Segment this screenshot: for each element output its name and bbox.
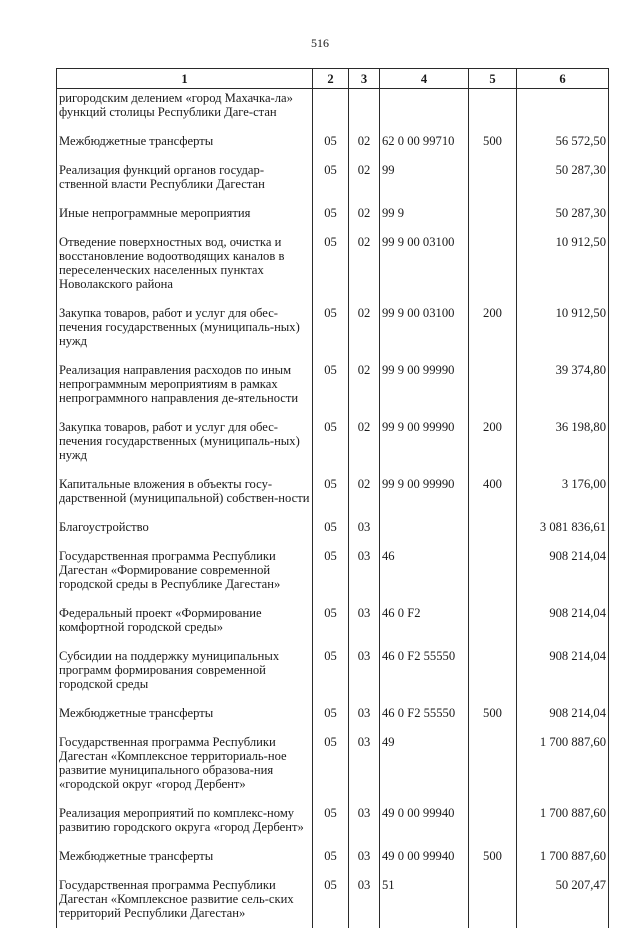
cell-name: Государственная программа Республики Дагестан «Формирование современной городской среды в Республике Дагестан» [57, 547, 313, 604]
table-row [57, 876, 609, 928]
cell-section: 05 [313, 876, 349, 928]
table-row [57, 704, 609, 733]
cell-subsection: 03 [349, 518, 380, 547]
cell-section: 05 [313, 604, 349, 647]
cell-section: 05 [313, 475, 349, 518]
cell-amount [517, 89, 609, 133]
cell-subsection: 02 [349, 233, 380, 304]
cell-amount: 39 374,80 [517, 361, 609, 418]
budget-table [56, 68, 609, 928]
cell-subsection: 03 [349, 804, 380, 847]
cell-name: Субсидии на поддержку муниципальных программ формирования современной городской среды [57, 647, 313, 704]
table-body [57, 89, 609, 928]
cell-target-article: 46 [380, 547, 469, 604]
cell-name: Благоустройство [57, 518, 313, 547]
cell-amount: 1 700 887,60 [517, 847, 609, 876]
cell-amount: 3 176,00 [517, 475, 609, 518]
cell-target-article [380, 89, 469, 133]
cell-expense-type: 500 [469, 704, 517, 733]
cell-subsection: 03 [349, 733, 380, 804]
cell-section: 05 [313, 847, 349, 876]
cell-expense-type: 400 [469, 475, 517, 518]
cell-subsection: 03 [349, 647, 380, 704]
table-row [57, 304, 609, 361]
cell-amount: 50 207,47 [517, 876, 609, 928]
cell-expense-type [469, 647, 517, 704]
cell-subsection: 03 [349, 876, 380, 928]
cell-section: 05 [313, 647, 349, 704]
cell-target-article: 62 0 00 99710 [380, 132, 469, 161]
cell-name: Закупка товаров, работ и услуг для обес-печения государственных (муниципаль-ных) нужд [57, 304, 313, 361]
cell-expense-type: 500 [469, 132, 517, 161]
table-row [57, 204, 609, 233]
cell-target-article: 99 9 00 03100 [380, 233, 469, 304]
cell-section: 05 [313, 204, 349, 233]
table-row [57, 89, 609, 133]
cell-expense-type [469, 89, 517, 133]
cell-expense-type [469, 733, 517, 804]
cell-subsection: 02 [349, 361, 380, 418]
cell-target-article: 49 [380, 733, 469, 804]
cell-subsection: 02 [349, 304, 380, 361]
cell-target-article: 99 [380, 161, 469, 204]
cell-name: Федеральный проект «Формирование комфортной городской среды» [57, 604, 313, 647]
page-number: 516 [0, 36, 640, 51]
table-row [57, 647, 609, 704]
table-row [57, 518, 609, 547]
cell-name: Реализация мероприятий по комплекс-ному развитию городского округа «город Дербент» [57, 804, 313, 847]
cell-name: ригородским делением «город Махачка-ла» функций столицы Республики Даге-стан [57, 89, 313, 133]
cell-name: Реализация функций органов государ-ственной власти Республики Дагестан [57, 161, 313, 204]
cell-expense-type [469, 518, 517, 547]
column-header-subsection: 3 [349, 69, 380, 89]
cell-target-article: 99 9 00 03100 [380, 304, 469, 361]
cell-subsection: 03 [349, 704, 380, 733]
cell-subsection: 03 [349, 847, 380, 876]
cell-target-article: 99 9 00 99990 [380, 361, 469, 418]
cell-section: 05 [313, 804, 349, 847]
table-row [57, 847, 609, 876]
cell-target-article: 99 9 00 99990 [380, 418, 469, 475]
cell-expense-type [469, 804, 517, 847]
cell-target-article: 49 0 00 99940 [380, 847, 469, 876]
cell-amount: 3 081 836,61 [517, 518, 609, 547]
cell-section: 05 [313, 361, 349, 418]
table-row [57, 161, 609, 204]
cell-expense-type [469, 204, 517, 233]
cell-name: Межбюджетные трансферты [57, 704, 313, 733]
cell-section: 05 [313, 132, 349, 161]
cell-amount: 56 572,50 [517, 132, 609, 161]
cell-target-article: 46 0 F2 55550 [380, 647, 469, 704]
cell-name: Межбюджетные трансферты [57, 132, 313, 161]
cell-subsection: 03 [349, 604, 380, 647]
cell-subsection: 02 [349, 204, 380, 233]
cell-name: Капитальные вложения в объекты госу-дарственной (муниципальной) собствен-ности [57, 475, 313, 518]
cell-expense-type [469, 361, 517, 418]
cell-amount: 1 700 887,60 [517, 733, 609, 804]
cell-amount: 36 198,80 [517, 418, 609, 475]
cell-name: Иные непрограммные мероприятия [57, 204, 313, 233]
cell-section: 05 [313, 704, 349, 733]
cell-target-article: 99 9 [380, 204, 469, 233]
cell-section: 05 [313, 418, 349, 475]
cell-name: Реализация направления расходов по иным непрограммным мероприятиям в рамках непрограммного направления де-ятельности [57, 361, 313, 418]
cell-name: Межбюджетные трансферты [57, 847, 313, 876]
cell-target-article: 99 9 00 99990 [380, 475, 469, 518]
cell-expense-type [469, 604, 517, 647]
cell-target-article: 51 [380, 876, 469, 928]
cell-amount: 908 214,04 [517, 704, 609, 733]
table-row [57, 547, 609, 604]
cell-subsection: 02 [349, 418, 380, 475]
column-header-section: 2 [313, 69, 349, 89]
cell-target-article: 46 0 F2 55550 [380, 704, 469, 733]
table-row [57, 418, 609, 475]
cell-amount: 908 214,04 [517, 647, 609, 704]
cell-amount: 10 912,50 [517, 233, 609, 304]
cell-expense-type: 500 [469, 847, 517, 876]
cell-target-article: 49 0 00 99940 [380, 804, 469, 847]
cell-expense-type [469, 233, 517, 304]
table-header [57, 69, 609, 89]
column-header-expense-type: 5 [469, 69, 517, 89]
cell-amount: 50 287,30 [517, 161, 609, 204]
cell-amount: 1 700 887,60 [517, 804, 609, 847]
cell-subsection: 03 [349, 547, 380, 604]
cell-subsection: 02 [349, 161, 380, 204]
cell-section: 05 [313, 304, 349, 361]
cell-subsection: 02 [349, 132, 380, 161]
column-header-target-article: 4 [380, 69, 469, 89]
table-row [57, 604, 609, 647]
cell-expense-type [469, 547, 517, 604]
cell-amount: 50 287,30 [517, 204, 609, 233]
cell-section: 05 [313, 733, 349, 804]
cell-amount: 10 912,50 [517, 304, 609, 361]
table-row [57, 475, 609, 518]
table-row [57, 733, 609, 804]
table-row [57, 132, 609, 161]
cell-name: Закупка товаров, работ и услуг для обес-печения государственных (муниципаль-ных) нужд [57, 418, 313, 475]
table-row [57, 804, 609, 847]
cell-subsection [349, 89, 380, 133]
cell-expense-type: 200 [469, 418, 517, 475]
cell-section: 05 [313, 547, 349, 604]
header-row [57, 69, 609, 89]
cell-amount: 908 214,04 [517, 604, 609, 647]
cell-amount: 908 214,04 [517, 547, 609, 604]
cell-section [313, 89, 349, 133]
table-row [57, 361, 609, 418]
column-header-amount: 6 [517, 69, 609, 89]
cell-section: 05 [313, 233, 349, 304]
cell-subsection: 02 [349, 475, 380, 518]
cell-name: Отведение поверхностных вод, очистка и восстановление водоотводящих каналов в переселенческих населенных пунктах Новолакского района [57, 233, 313, 304]
cell-name: Государственная программа Республики Дагестан «Комплексное развитие сель-ских территорий Республики Дагестан» [57, 876, 313, 928]
column-header-name: 1 [57, 69, 313, 89]
cell-expense-type [469, 161, 517, 204]
cell-target-article: 46 0 F2 [380, 604, 469, 647]
cell-expense-type: 200 [469, 304, 517, 361]
cell-expense-type [469, 876, 517, 928]
cell-name: Государственная программа Республики Дагестан «Комплексное территориаль-ное развитие муниципального образова-ния «городской округ «город Дербент» [57, 733, 313, 804]
cell-target-article [380, 518, 469, 547]
cell-section: 05 [313, 518, 349, 547]
cell-section: 05 [313, 161, 349, 204]
table-row [57, 233, 609, 304]
